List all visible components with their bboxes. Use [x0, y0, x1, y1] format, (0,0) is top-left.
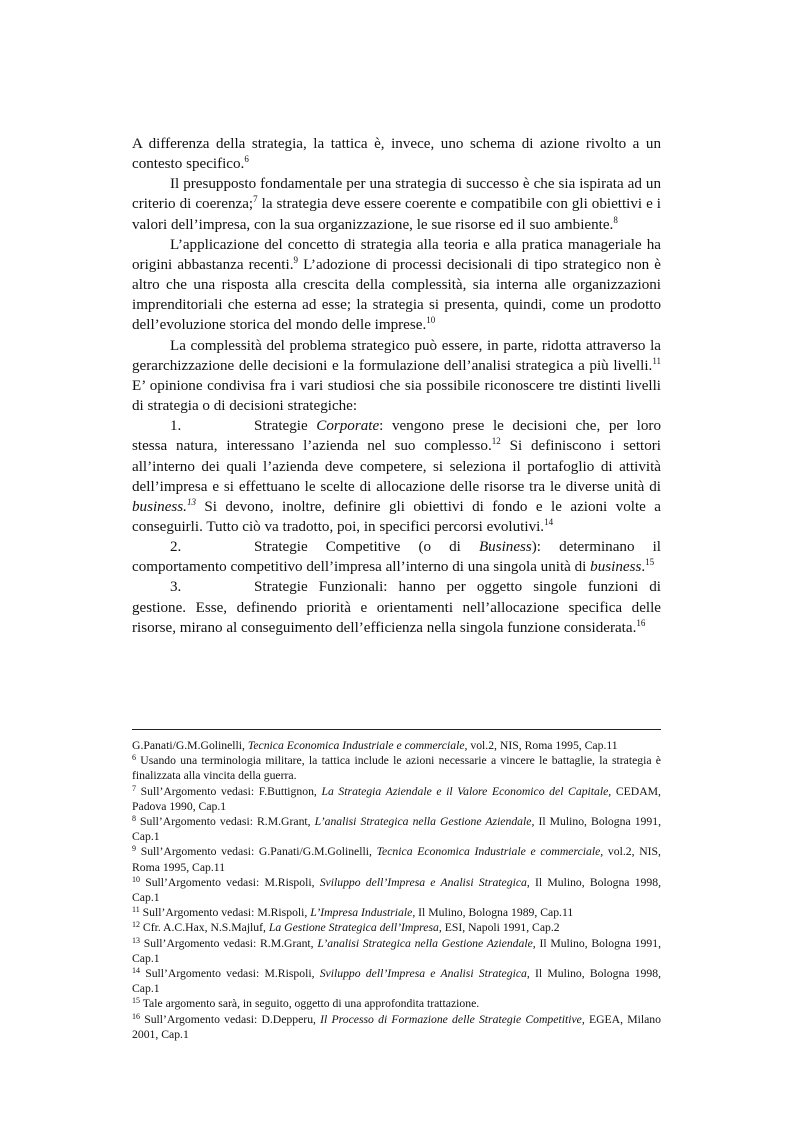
footnote-text: vol.2, NIS, Roma 1995, Cap.11 [467, 739, 618, 752]
footnote-number: 6 [132, 753, 136, 763]
footnote-text: Il Mulino, Bologna 1991, Cap.1 [132, 936, 661, 965]
footnote-text: G.Panati/G.M.Golinelli, [132, 739, 248, 752]
paragraph-text: A differenza della strategia, la tattica è, invece, uno schema di azione rivolto a un contesto specifico. [132, 136, 661, 173]
footnote-number: 7 [132, 783, 136, 793]
main-text [132, 134, 661, 638]
footnote-text: CEDAM, Padova 1990, Cap.1 [132, 784, 661, 813]
footnote-12 [132, 920, 661, 935]
footnote-text: Cfr. A.C.Hax, N.S.Majluf, [140, 921, 269, 935]
footnote-text: , Il Mulino, Bologna 1998, Cap.1 [132, 967, 661, 996]
footnote-ref[interactable]: 13 [186, 496, 196, 507]
footnotes [132, 738, 661, 1042]
footnote-text: Usando una terminologia militare, la tattica include le azioni necessarie a vincere le battaglie, la strategia è finalizzata alla vincita della guerra. [132, 754, 661, 783]
footnote-text: Sull’Argomento vedasi: D.Depperu, [140, 1012, 321, 1026]
footnote-title: Sviluppo dell’Impresa e Analisi Strategica [319, 875, 527, 889]
emphasis: Business [478, 539, 532, 556]
paragraph [132, 174, 661, 234]
footnote-ref[interactable]: 10 [426, 315, 436, 326]
footnote-10 [132, 875, 661, 905]
list-item-competitive [132, 537, 661, 577]
paragraph-text: E’ opinione condivisa fra i vari studiosi che sia possibile riconoscere tre distinti livelli di strategia o di decisioni strategiche: [132, 377, 661, 415]
emphasis: business [590, 559, 642, 576]
list-item-corporate [132, 416, 661, 537]
paragraph-text: L’adozione di processi decisionali di tipo strategico non è altro che una risposta alla crescita della complessità, sia interna alle organizzazioni imprenditoriali che esterna ad esse; la strategia si presenta, quindi, come un prodotto dell’evoluzione storica del mondo delle imprese. [132, 256, 661, 334]
footnote-11 [132, 905, 661, 920]
footnote-title: Il Processo di Formazione delle Strategie Competitive, [320, 1012, 585, 1026]
footnote-text: Sull’Argomento vedasi: M.Rispoli, [139, 906, 311, 920]
footnote-title: L’analisi Strategica nella Gestione Aziendale, [317, 936, 536, 950]
footnote-title: La Strategia Aziendale e il Valore Economico del Capitale, [321, 784, 612, 798]
footnote-number: 8 [132, 814, 136, 824]
paragraph-text: la strategia deve essere coerente e compatibile con gli obiettivi e i valori dell’impresa, con la sua organizzazione, le sue risorse ed il suo ambiente. [132, 196, 662, 233]
footnote-title: Tecnica Economica Industriale e commerciale, [376, 845, 604, 859]
footnote-ref[interactable]: 16 [636, 617, 646, 628]
list-item-functional [132, 577, 661, 637]
footnote-7 [132, 784, 661, 814]
footnote-title: L’Impresa Industriale [310, 906, 413, 920]
footnote-title: La Gestione Strategica dell’Impresa, [268, 921, 442, 935]
paragraph-text: La complessità del problema strategico può essere, in parte, ridotta attraverso la gerarchizzazione delle decisioni e la formulazione dell’analisi strategica a più livelli. [132, 337, 661, 374]
footnote-text: , Il Mulino, Bologna 1989, Cap.11 [412, 906, 574, 920]
footnote-number: 14 [132, 966, 140, 976]
footnote-ref[interactable]: 12 [491, 436, 501, 447]
footnote-text: ESI, Napoli 1991, Cap.2 [441, 921, 560, 935]
footnote-text: Il Mulino, Bologna 1991, Cap.1 [132, 815, 661, 844]
list-number: 1. [170, 418, 182, 435]
paragraph-text: L’applicazione del concetto di strategia alla teoria e alla pratica manageriale ha origini abbastanza recenti. [132, 236, 661, 273]
footnote-text: , Il Mulino, Bologna 1998, Cap.1 [132, 875, 661, 905]
footnote-ref[interactable]: 8 [613, 214, 618, 225]
footnote-6 [132, 753, 661, 783]
list-text: : vengono prese le decisioni che, per loro stessa natura, interessano l’azienda nel suo complesso. [132, 418, 661, 455]
footnote-text: Tale argomento sarà, in seguito, oggetto di una approfondita trattazione. [140, 997, 480, 1011]
paragraph [132, 134, 661, 174]
footnote-title: L’analisi Strategica nella Gestione Aziendale, [314, 815, 535, 829]
footnote-ref[interactable]: 11 [652, 355, 661, 366]
footnote-text: vol.2, NIS, Roma 1995, Cap.11 [132, 845, 661, 874]
footnote-9 [132, 844, 661, 874]
emphasis: Corporate [316, 418, 380, 435]
footnote-number: 10 [132, 874, 140, 884]
paragraph [132, 235, 661, 336]
footnote-ref[interactable]: 9 [293, 254, 298, 265]
footnote-continuation [132, 738, 661, 753]
footnote-number: 16 [132, 1011, 140, 1021]
list-text: ): determinano il comportamento competitivo dell’impresa all’interno di una singola unità di [132, 539, 661, 576]
footnote-text: Sull’Argomento vedasi: M.Rispoli, [140, 967, 320, 981]
list-number: 3. [170, 579, 182, 596]
list-text: Si devono, inoltre, definire gli obiettivi di fondo e le azioni volte a conseguirli. Tutto ciò va tradotto, poi, in specifici percorsi evolutivi. [132, 498, 661, 535]
footnote-15 [132, 996, 661, 1011]
footnote-text: Sull’Argomento vedasi: M.Rispoli, [140, 875, 320, 889]
list-text: Strategie Funzionali: hanno per oggetto singole funzioni di gestione. Esse, definendo priorità e orientamenti nell’allocazione specifica delle risorse, mirano al conseguimento dell’efficienza nella singola funzione considerata. [132, 579, 661, 636]
paragraph-text: Il presupposto fondamentale per una strategia di successo è che sia ispirata ad un criterio di coerenza; [132, 176, 661, 213]
list-number: 2. [170, 539, 182, 556]
paragraph [132, 336, 661, 417]
footnote-text: Sull’Argomento vedasi: F.Buttignon, [136, 784, 322, 798]
footnote-number: 12 [132, 920, 140, 930]
footnote-separator [132, 729, 661, 730]
footnote-13 [132, 936, 661, 966]
footnote-text: Sull’Argomento vedasi: G.Panati/G.M.Golinelli, [136, 845, 377, 859]
footnote-number: 15 [132, 996, 140, 1006]
footnote-16 [132, 1012, 661, 1042]
footnote-number: 9 [132, 844, 136, 854]
footnote-text: Sull’Argomento vedasi: R.M.Grant, [140, 936, 318, 950]
footnote-ref[interactable]: 14 [544, 516, 554, 527]
list-text: Strategie Competitive (o di [254, 539, 479, 556]
footnote-ref[interactable]: 7 [253, 194, 258, 205]
footnote-text: EGEA, Milano 2001, Cap.1 [132, 1012, 661, 1041]
footnote-title: Tecnica Economica Industriale e commerciale, [247, 739, 468, 752]
list-text: Strategie [254, 418, 317, 435]
footnote-text: Sull’Argomento vedasi: R.M.Grant, [136, 815, 315, 829]
footnote-number: 13 [132, 935, 140, 945]
footnote-ref[interactable]: 6 [244, 154, 249, 165]
footnote-number: 11 [132, 905, 140, 915]
emphasis: business. [132, 498, 187, 515]
footnote-14 [132, 966, 661, 996]
footnote-title: Sviluppo dell’Impresa e Analisi Strategica [319, 967, 527, 981]
footnote-ref[interactable]: 15 [645, 557, 655, 568]
list-text: Si definiscono i settori all’interno dei quali l’azienda deve competere, si seleziona il portafoglio di attività dell’impresa e si effettuano le scelte di allocazione delle risorse tra le diverse unità di [132, 438, 661, 495]
footnote-8 [132, 814, 661, 844]
list-text: . [641, 559, 646, 576]
